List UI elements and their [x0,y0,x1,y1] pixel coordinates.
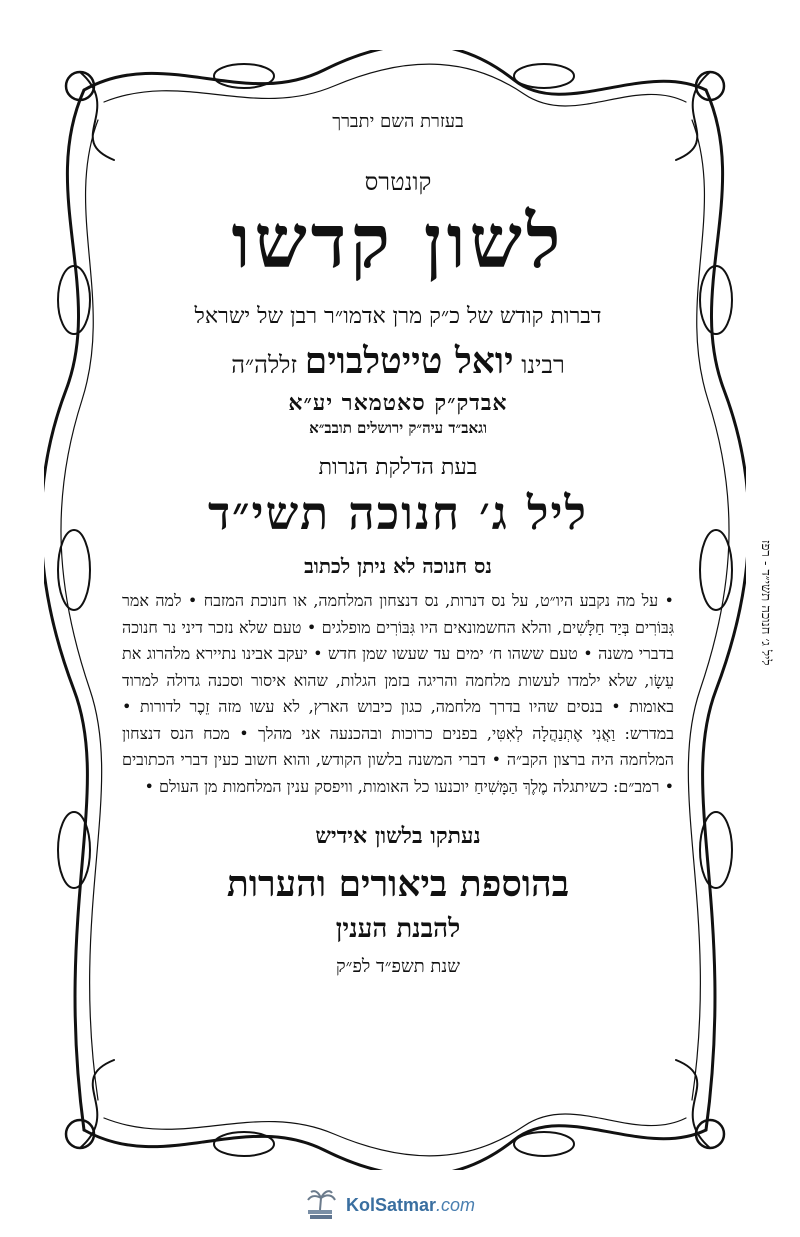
footer-tld: .com [436,1194,476,1215]
main-title: לשון קדשו [231,199,565,286]
author-honorific-line: דברות קודש של כ״ק מרן אדמו״ר רבן של ישראל [194,303,602,329]
blessing-line: בעזרת השם יתברך [332,111,464,132]
author-prefix: רבינו [521,351,565,380]
author-title-line-2: וגאב״ד עיה״ק ירושלים תובב״א [309,418,487,437]
addition-line: בהוספת ביאורים והערות [226,862,570,905]
author-name-line [118,341,678,382]
footer-brand[interactable] [302,1187,502,1223]
occasion-time: בעת הדלקת הנרות [318,455,478,481]
summary-paragraph: • על מה נקבע היו״ט, על נס דנרות, נס דנצחון המלחמה, או חנוכת המזבח • למה אמר גִּבּוֹרִים בְּיַד חַלָּשִׁים, והלא החשמונאים היו גִּבּוֹרִים מופלגים • טעם שלא נזכר דיני נר חנוכה בדברי משנה • טעם ששהו ח׳ ימים עד שעשו שמן חדש • יעקב אבינו נתיירא מלהרוג את עֵשָׂו, שלא ילמדו לעשות מלחמה והריגה בזמן הגלות, שהוא איסור וסכנה גדולה למרוד באומות • בנסים שהיו בדרך מלחמה, כגון כיבוש הארץ, לא עשו מזה זֵכֶר לדורות • במדרש: וַאֲנִי אֶתְנַהֲלָה לְאִטִּי, בפנים כרוכות ובהכנעה אני מהלך • מכח הנס דנצחון המלחמה היה ברצון הקב״ה • דברי המשנה בלשון הקודש, והוא חשוב כעין דברי הכתובים • רמב״ם: כשיתגלה מֶלֶךְ הַמָּשִׁיחַ יוכנעו כל האומות, וויפסק ענין המלחמות מן העולם • [122,591,674,796]
footer-site-name [346,1195,475,1216]
booklet-label: קונטרס [364,167,432,196]
understanding-line: להבנת הענין [335,914,461,945]
side-margin-note: ליל ג׳ חנוכה תשי״ד - רפז [758,540,773,666]
translated-line: נעתקו בלשון אידיש [315,823,481,850]
title-page-content [118,112,678,1112]
author-suffix: זללה״ה [231,351,298,380]
occasion-date: ליל ג׳ חנוכה תשי״ד [207,485,589,540]
palm-tree-books-logo-icon [302,1188,340,1222]
summary-heading: נס חנוכה לא ניתן לכתוב [304,554,492,579]
author-name: יואל טייטלבוים [304,340,514,383]
year-line: שנת תשפ״ד לפ״ק [336,955,460,977]
footer-brand-name: KolSatmar [346,1194,437,1215]
author-title-line: אבדק״ק סאטמאר יע״א [288,389,508,416]
